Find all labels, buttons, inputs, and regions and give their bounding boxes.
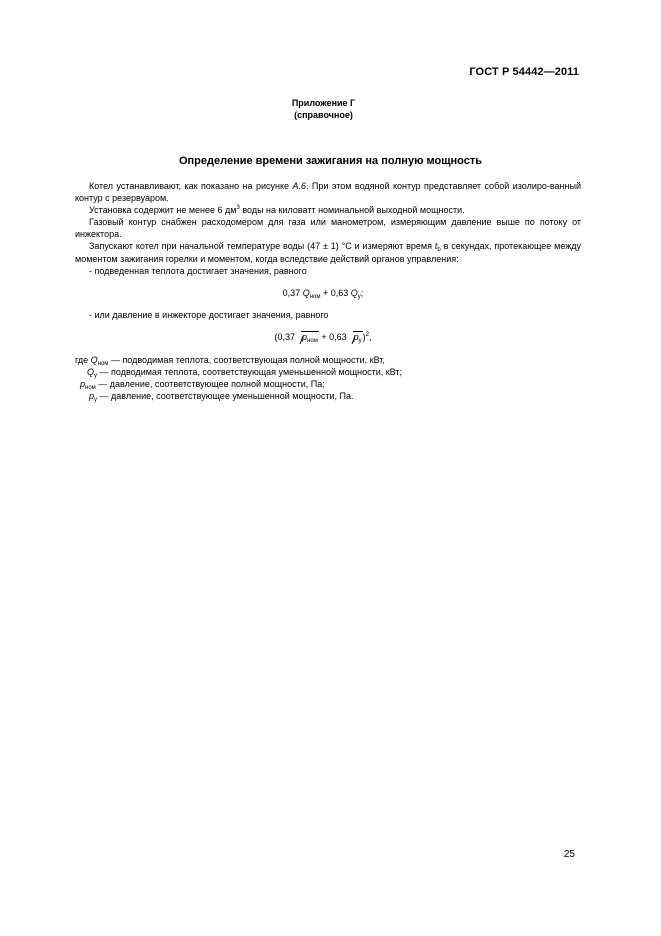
f1-symbol-q-nom: Q: [302, 287, 310, 298]
paragraph-4: [75, 240, 581, 264]
definitions-list: [75, 354, 581, 402]
p4-text-b: в секундах, протекающее между моментом зажигания горелки и моментом, когда вследствие действий органов управления:: [75, 241, 582, 264]
formula-pressure: [65, 331, 581, 343]
appendix-type: (справочное): [294, 110, 353, 120]
definition-text: — подводимая теплота, соответствующая полной мощности, кВт,: [108, 355, 385, 366]
paragraph-6: - или давление в инжекторе достигает значения, равного: [89, 309, 329, 320]
figure-reference: А.6: [292, 181, 306, 191]
paragraph-5: - подведенная теплота достигает значения, равного: [89, 265, 307, 276]
sqrt-y: [353, 331, 363, 343]
standard-header: ГОСТ Р 54442—2011: [469, 66, 579, 78]
definition-symbol: p: [89, 391, 95, 402]
definition-lead: где: [75, 355, 91, 366]
f2-sub-nom: ном: [307, 337, 318, 344]
definition-subscript: у: [94, 373, 98, 380]
definition-symbol: Q: [87, 367, 95, 378]
p4-text-a: Запускают котел при начальной температуре воды (47 ± 1) °С и измеряют время: [89, 241, 435, 252]
f1-end: ;: [360, 287, 364, 298]
p1-text-a: Котел устанавливают, как показано на рисунке: [89, 181, 293, 191]
paragraph-2: [75, 204, 581, 216]
sqrt-nom: [301, 331, 319, 343]
p2-text-a: Установка содержит не менее 6 дм: [89, 205, 237, 216]
definition-row: [75, 354, 581, 366]
p4-time-subscript: b: [437, 247, 441, 254]
body-text: [75, 180, 581, 402]
f2-symbol-p-y: p: [353, 331, 359, 342]
appendix-name: Приложение Г: [291, 98, 356, 108]
definition-text: — давление, соответствующее полной мощности, Па;: [95, 379, 325, 390]
definition-subscript: ном: [85, 385, 96, 392]
paragraph-3: Газовый контур снабжен расходомером для газа или манометром, измеряющим давление выше по потоку от инжектора.: [75, 217, 581, 240]
f2-coef-a: (0,37: [274, 331, 296, 342]
f1-coef-b: + 0,63: [320, 287, 351, 298]
definition-subscript: ном: [97, 361, 109, 368]
definition-text: — давление, соответствующее уменьшенной мощности, Па.: [97, 391, 354, 402]
definition-symbol: Q: [90, 355, 98, 366]
definition-row: [75, 366, 581, 378]
f1-sub-nom: ном: [309, 293, 321, 300]
section-title: Определение времени зажигания на полную мощность: [178, 155, 482, 167]
definition-row: [75, 390, 581, 402]
formula-heat: [65, 287, 581, 299]
definition-subscript: у: [94, 397, 98, 404]
f2-square: 2: [365, 331, 369, 338]
paragraph-1: [75, 180, 581, 204]
f2-coef-b: + 0,63: [318, 331, 347, 342]
p2-text-b: воды на киловатт номинальной выходной мощности.: [239, 205, 465, 216]
page-number: 25: [563, 849, 575, 860]
definition-text: — подводимая теплота, соответствующая уменьшенной мощности, кВт;: [97, 367, 402, 378]
p4-time-symbol: t: [434, 241, 438, 252]
f2-symbol-p-nom: p: [302, 331, 308, 342]
f2-sub-y: у: [358, 337, 362, 344]
f2-end: ,: [368, 331, 372, 342]
appendix-heading: [0, 97, 661, 121]
definition-symbol: p: [80, 379, 86, 390]
f1-symbol-q-y: Q: [350, 287, 358, 298]
f2-close: ): [362, 331, 366, 342]
f1-sub-y: у: [357, 293, 361, 300]
p1-text-b: . При этом водяной контур представляет собой изолиро-ванный контур с резервуаром.: [75, 181, 581, 204]
f1-coef-a: 0,37: [282, 287, 303, 298]
definition-row: [75, 378, 581, 390]
p2-superscript: 3: [236, 205, 240, 212]
